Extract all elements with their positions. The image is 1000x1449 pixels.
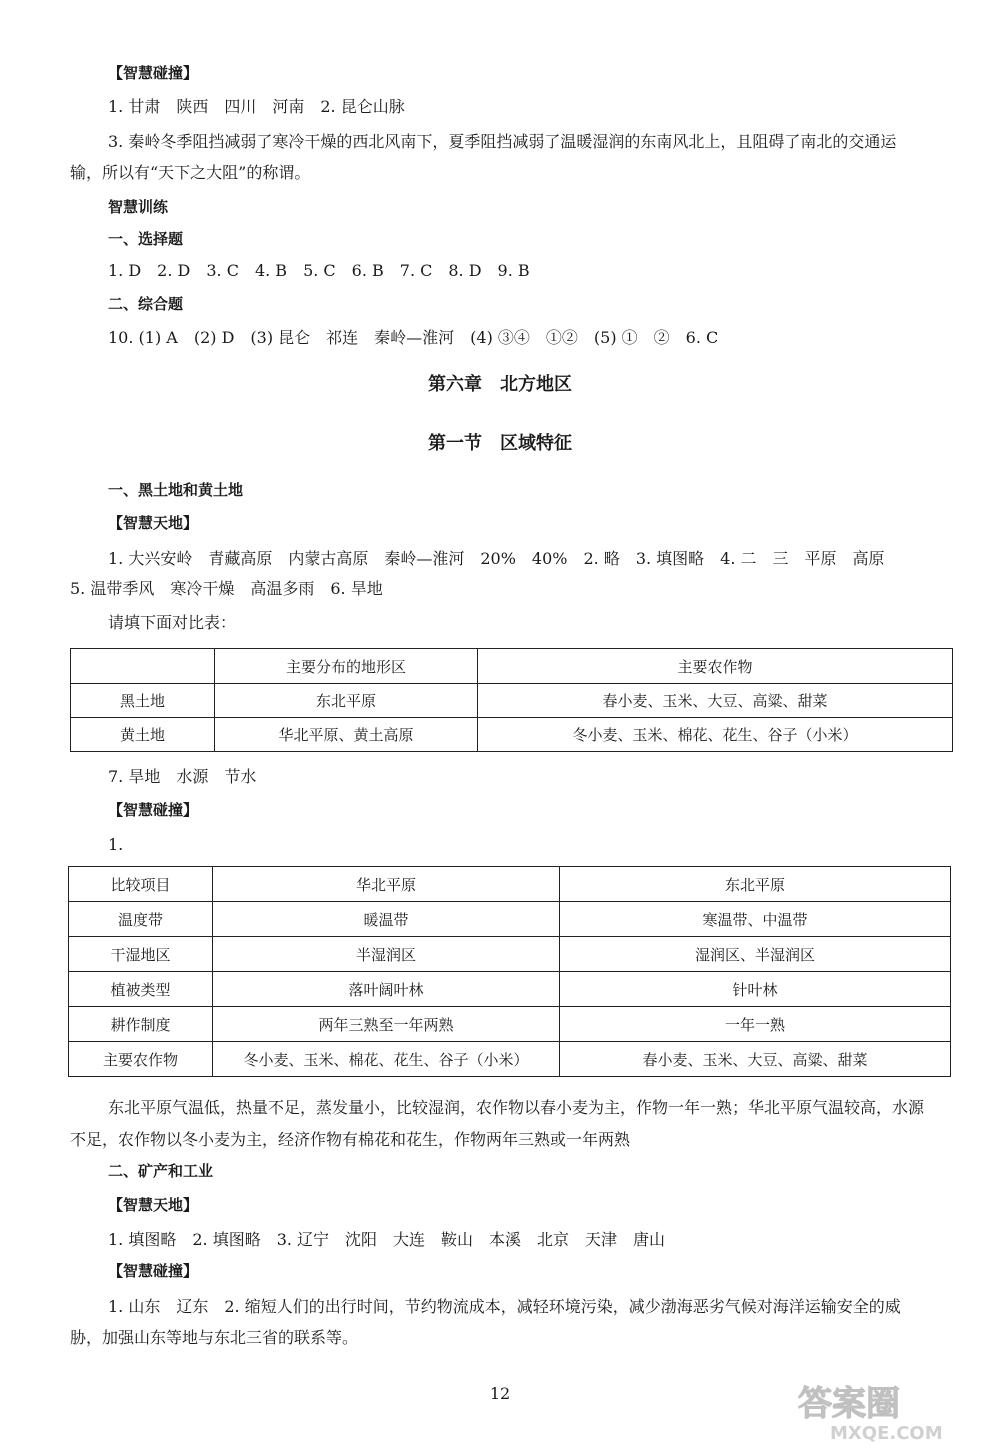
watermark-logo	[790, 1375, 990, 1445]
part1-answers-2: 5. 温带季风 寒冷干燥 高温多雨 6. 旱地	[70, 579, 383, 598]
table-cell: 暖温带	[213, 902, 560, 937]
part1-paragraph-2: 不足，农作物以冬小麦为主，经济作物有棉花和花生，作物两年三熟或一年两熟	[70, 1130, 631, 1149]
section-header: 【智慧碰撞】	[108, 64, 199, 82]
watermark-text-cn: 答案圈	[798, 1384, 900, 1424]
table-cell: 湿润区、半湿润区	[560, 937, 951, 972]
part1-answer-7: 7. 旱地 水源 节水	[108, 767, 257, 786]
table-cell: 冬小麦、玉米、棉花、花生、谷子（小米）	[213, 1042, 560, 1077]
table-cell: 一年一熟	[560, 1007, 951, 1042]
part2-answers-3: 胁，加强山东等地与东北三省的联系等。	[70, 1328, 359, 1347]
table-cell: 华北平原	[213, 867, 560, 902]
part2-answers-2: 1. 山东 辽东 2. 缩短人们的出行时间，节约物流成本，减轻环境污染，减少渤海恶劣气候对海洋运输安全的威	[108, 1297, 901, 1316]
table-cell: 两年三熟至一年两熟	[213, 1007, 560, 1042]
table-cell: 华北平原、黄土高原	[215, 718, 478, 752]
table-cell: 半湿润区	[213, 937, 560, 972]
table-cell: 主要分布的地形区	[215, 649, 478, 684]
table-row	[69, 1007, 951, 1042]
comprehensive-header: 二、综合题	[108, 295, 184, 313]
part1-sub1: 【智慧天地】	[108, 514, 199, 532]
page-number: 12	[489, 1384, 511, 1403]
comparison-table-soil	[70, 648, 953, 752]
table-cell: 植被类型	[69, 972, 213, 1007]
table-cell: 黄土地	[71, 718, 215, 752]
table-cell	[71, 649, 215, 684]
table-row	[71, 718, 953, 752]
table-cell: 干湿地区	[69, 937, 213, 972]
fill-prompt: 请填下面对比表：	[108, 613, 237, 632]
table-cell: 主要农作物	[69, 1042, 213, 1077]
watermark-icon	[790, 1375, 990, 1445]
table-cell: 落叶阔叶林	[213, 972, 560, 1007]
training-title: 智慧训练	[108, 198, 169, 216]
part2-answers-1: 1. 填图略 2. 填图略 3. 辽宁 沈阳 大连 鞍山 本溪 北京 天津 唐山	[108, 1230, 666, 1249]
answer-paragraph: 3. 秦岭冬季阻挡减弱了寒冷干燥的西北风南下，夏季阻挡减弱了温暖湿润的东南风北上，且阻碍了南北的交通运	[108, 132, 897, 151]
answer-paragraph-cont: 输，所以有“天下之大阻”的称谓。	[70, 163, 311, 182]
part2-sub1: 【智慧天地】	[108, 1196, 199, 1214]
table-cell: 春小麦、玉米、大豆、高粱、甜菜	[560, 1042, 951, 1077]
watermark-text-en: MXQE.COM	[830, 1423, 943, 1444]
choice-header: 一、选择题	[108, 230, 184, 248]
part2-sub2: 【智慧碰撞】	[108, 1262, 199, 1280]
table-row	[69, 937, 951, 972]
table-cell: 针叶林	[560, 972, 951, 1007]
part1-sub2: 【智慧碰撞】	[108, 801, 199, 819]
section-title: 第一节 区域特征	[428, 433, 572, 454]
table-cell: 主要农作物	[478, 649, 953, 684]
part1-paragraph-1: 东北平原气温低，热量不足，蒸发量小，比较湿润，农作物以春小麦为主，作物一年一熟；华北平原气温较高，水源	[108, 1098, 925, 1117]
table-cell: 温度带	[69, 902, 213, 937]
part1-title: 一、黑土地和黄土地	[108, 481, 244, 499]
table-header-row	[71, 649, 953, 684]
comparison-table-plains	[68, 866, 951, 1077]
table-row	[69, 902, 951, 937]
part1-answers-1: 1. 大兴安岭 青藏高原 内蒙古高原 秦岭—淮河 20% 40% 2. 略 3. 填图略 4. 二 三 平原 高原	[108, 549, 885, 568]
table-cell: 黑土地	[71, 684, 215, 718]
table-cell: 耕作制度	[69, 1007, 213, 1042]
table-cell: 东北平原	[560, 867, 951, 902]
table-cell: 春小麦、玉米、大豆、高粱、甜菜	[478, 684, 953, 718]
chapter-title: 第六章 北方地区	[428, 374, 572, 395]
table-row	[71, 684, 953, 718]
table-cell: 冬小麦、玉米、棉花、花生、谷子（小米）	[478, 718, 953, 752]
answer-line: 1. 甘肃 陕西 四川 河南 2. 昆仑山脉	[108, 97, 405, 116]
table-row	[69, 972, 951, 1007]
choice-answers: 1. D 2. D 3. C 4. B 5. C 6. B 7. C 8. D 9. B	[108, 261, 530, 280]
table-cell: 东北平原	[215, 684, 478, 718]
table-header-row	[69, 867, 951, 902]
table-cell: 比较项目	[69, 867, 213, 902]
comprehensive-answers: 10. (1) A (2) D (3) 昆仑 祁连 秦岭—淮河 (4) ③④ ①② (5) ① ② 6. C	[108, 328, 719, 347]
part2-title: 二、矿产和工业	[108, 1162, 214, 1180]
table-cell: 寒温带、中温带	[560, 902, 951, 937]
table-row	[69, 1042, 951, 1077]
item-number: 1.	[108, 835, 124, 854]
